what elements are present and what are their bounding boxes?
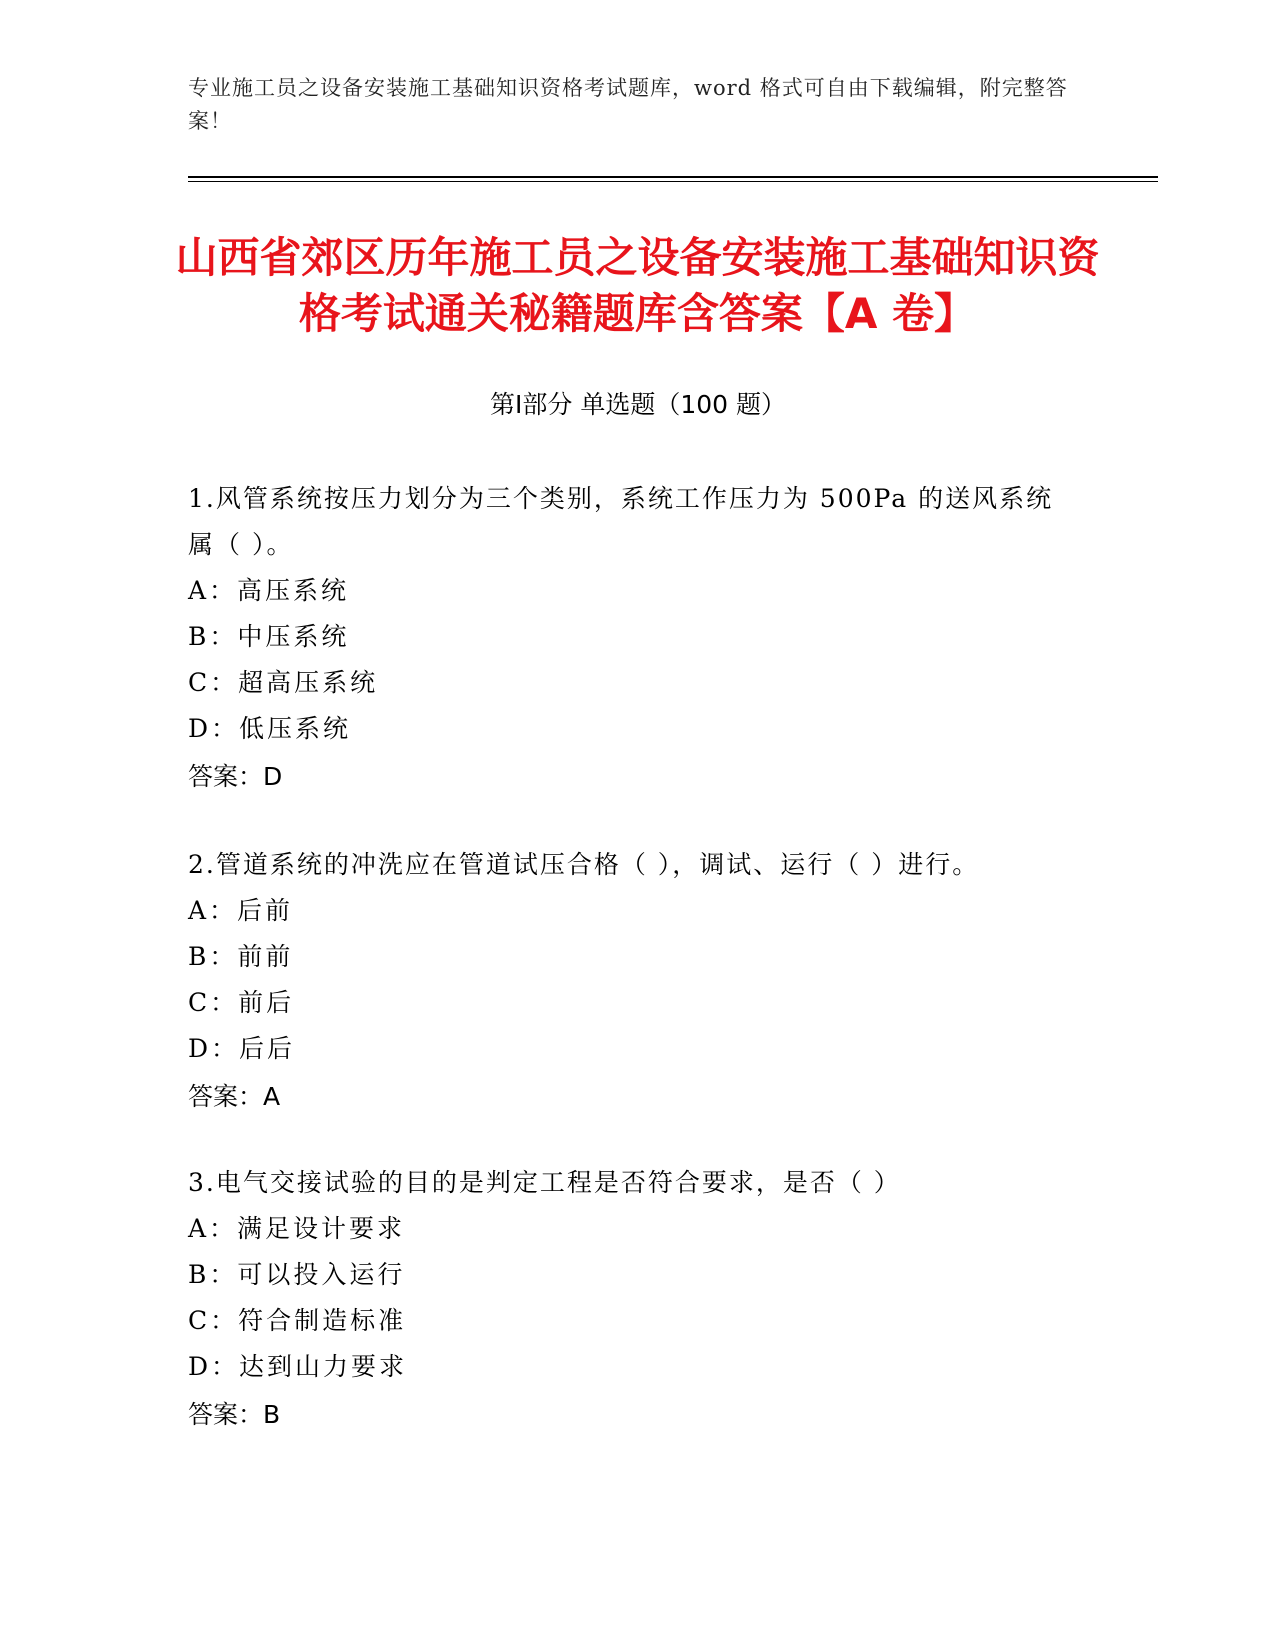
answer: 答案：B: [188, 1400, 281, 1429]
question-1: [188, 476, 1078, 800]
option-c: C：符合制造标准: [188, 1306, 407, 1335]
option-b: B：可以投入运行: [188, 1260, 406, 1289]
answer: 答案：D: [188, 762, 283, 791]
option-a: A：后前: [188, 896, 294, 925]
option-c: C：前后: [188, 988, 295, 1017]
option-a: A：满足设计要求: [188, 1214, 406, 1243]
header-rule-thick: [188, 176, 1158, 178]
question-2: [188, 842, 1078, 1120]
section-title: 第Ⅰ部分 单选题（100 题）: [490, 390, 786, 419]
question-stem: 1.风管系统按压力划分为三个类别，系统工作压力为 500Pa 的送风系统属（ ）。: [188, 484, 1054, 559]
document-title: 山西省郊区历年施工员之设备安装施工基础知识资格考试通关秘籍题库含答案【A 卷】: [175, 233, 1100, 338]
question-stem: 3.电气交接试验的目的是判定工程是否符合要求，是否（ ）: [188, 1168, 901, 1197]
option-b: B：前前: [188, 942, 294, 971]
option-d: D：后后: [188, 1034, 296, 1063]
header-note: 专业施工员之设备安装施工基础知识资格考试题库，word 格式可自由下载编辑，附完整答案！: [188, 76, 1068, 133]
option-a: A：高压系统: [188, 576, 350, 605]
header-rule-thin: [188, 181, 1158, 182]
option-c: C：超高压系统: [188, 668, 379, 697]
option-b: B：中压系统: [188, 622, 350, 651]
option-d: D：达到山力要求: [188, 1352, 408, 1381]
question-3: [188, 1160, 1078, 1438]
option-d: D：低压系统: [188, 714, 352, 743]
question-stem: 2.管道系统的冲洗应在管道试压合格（ ），调试、运行（ ）进行。: [188, 850, 980, 879]
answer: 答案：A: [188, 1082, 281, 1111]
